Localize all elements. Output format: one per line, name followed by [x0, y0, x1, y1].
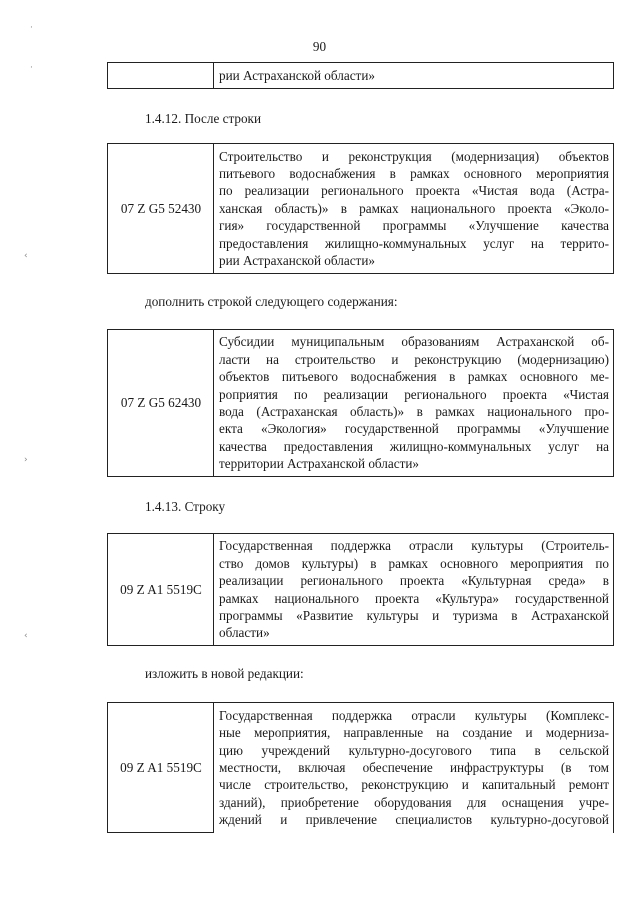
desc-line: цию учреждений культурно-досугового типа в сельской	[219, 742, 609, 758]
table-row-2	[107, 329, 614, 477]
desc-line: территории Астраханской области»	[219, 456, 420, 472]
desc-line: рии Астраханской области»	[219, 253, 375, 269]
row-code	[108, 63, 214, 89]
table-top-partial	[107, 62, 614, 89]
instruction-add-row: дополнить строкой следующего содержания:	[145, 294, 398, 309]
desc-line: ные мероприятия, направленные на создание и модерниза-	[219, 725, 609, 741]
row-code: 09 Z A1 5519С	[108, 534, 214, 646]
scan-speck: ‹	[24, 631, 28, 641]
desc-line: реализации регионального проекта «Культурная среда» в	[219, 573, 609, 589]
row-description	[214, 144, 614, 274]
desc-line: числе строительство, реконструкцию и капитальный ремонт	[219, 777, 609, 793]
table-row-4	[107, 702, 614, 833]
table-row-1	[107, 143, 614, 274]
scan-speck: ·	[30, 23, 33, 33]
desc-line: екта «Экология» государственной программы «Улучшение	[219, 421, 609, 437]
section-heading-1-4-13: 1.4.13. Строку	[145, 499, 226, 514]
desc-line: Субсидии муниципальным образованиям Астраханской об-	[219, 334, 609, 350]
row-description	[214, 330, 614, 477]
desc-line: ждений и привлечение специалистов культурно-досуговой	[219, 812, 609, 828]
desc-line: рии Астраханской области»	[219, 67, 375, 83]
scan-speck: ›	[24, 455, 28, 465]
desc-line: программы «Развитие культуры и туризма в Астраханской	[219, 607, 609, 623]
scan-speck: ‹	[24, 251, 28, 261]
desc-line: местности, включая обеспечение инфраструктуры (в том	[219, 760, 609, 776]
desc-line: предоставления жилищно-коммунальных услуг на террито-	[219, 235, 609, 251]
row-code: 09 Z A1 5519С	[108, 703, 214, 833]
row-code: 07 Z G5 52430	[108, 144, 214, 274]
desc-line: Строительство и реконструкция (модернизация) объектов	[219, 148, 609, 164]
desc-line: ханская область)» в рамках национального проекта «Эколо-	[219, 200, 609, 216]
desc-line: качества предоставления жилищно-коммунальных услуг на	[219, 438, 609, 454]
instruction-new-edition: изложить в новой редакции:	[145, 666, 304, 681]
desc-line: области»	[219, 625, 270, 641]
section-heading-1-4-12: 1.4.12. После строки	[145, 111, 262, 126]
desc-line: питьевого водоснабжения в рамках основного мероприятия	[219, 165, 609, 181]
desc-line: Государственная поддержка отрасли культуры (Комплекс-	[219, 707, 609, 723]
desc-line: ласти на строительство и реконструкцию (модернизацию)	[219, 351, 609, 367]
desc-line: гия» государственной программы «Улучшение качества	[219, 218, 609, 234]
table-row-3	[107, 533, 614, 646]
row-description	[214, 63, 614, 89]
desc-line: Государственная поддержка отрасли культуры (Строитель-	[219, 538, 609, 554]
row-description	[214, 534, 614, 646]
scan-speck: ·	[30, 63, 33, 73]
desc-line: рамках национального проекта «Культура» государственной	[219, 590, 609, 606]
desc-line: объектов питьевого водоснабжения в рамках основного ме-	[219, 369, 609, 385]
desc-line: вода (Астраханская область)» в рамках национального про-	[219, 404, 609, 419]
row-description	[214, 703, 614, 833]
desc-line: зданий), приобретение оборудования для оснащения учре-	[219, 794, 609, 810]
page-number: 90	[312, 39, 327, 54]
desc-line: ство домов культуры) в рамках основного мероприятия по	[219, 555, 609, 571]
desc-line: по реализации регионального проекта «Чистая вода (Астра-	[219, 183, 609, 199]
row-code: 07 Z G5 62430	[108, 330, 214, 477]
desc-line: роприятия по реализации регионального проекта «Чистая	[219, 386, 609, 402]
